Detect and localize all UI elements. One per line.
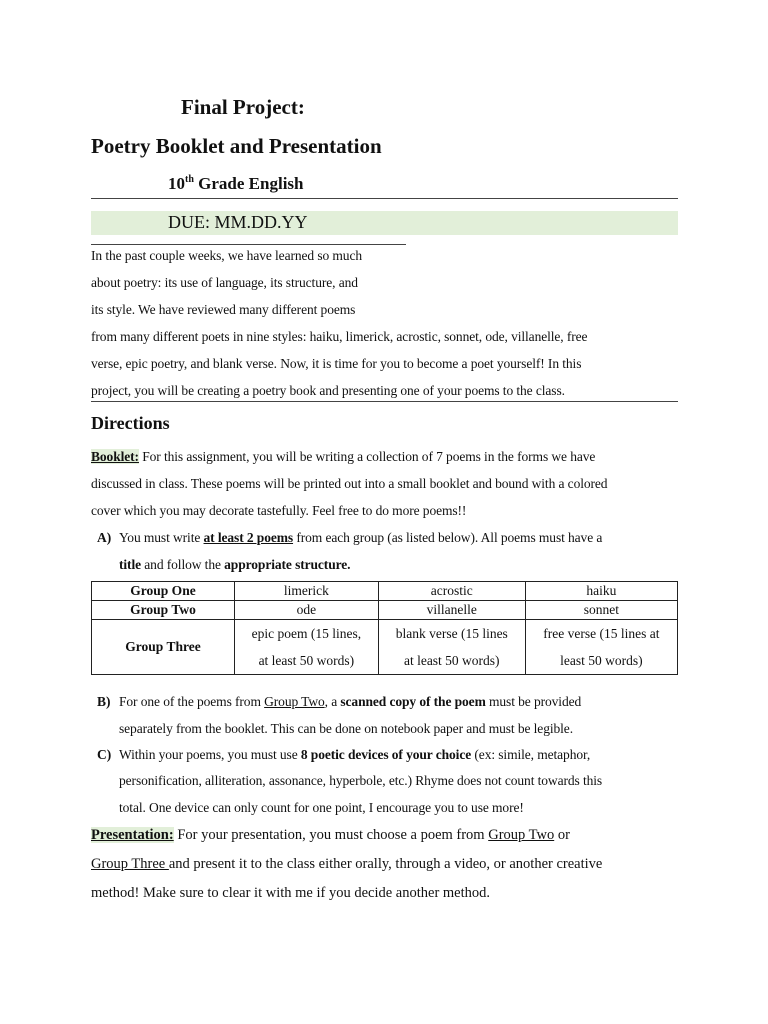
table-cell xyxy=(525,620,677,675)
cell-line: at least 50 words) xyxy=(403,653,500,668)
group-name: Group Two xyxy=(92,601,235,620)
item-c-text: (ex: simile, metaphor, xyxy=(471,747,591,762)
item-b-emphasis: scanned copy of the poem xyxy=(340,694,486,709)
item-a-letter: A) xyxy=(97,530,112,545)
item-c-text: Within your poems, you must use xyxy=(119,747,301,762)
item-a-emphasis: at least 2 poems xyxy=(203,530,294,545)
poem-groups-table xyxy=(91,581,678,675)
grade-number: 10 xyxy=(168,174,185,193)
intro-line: verse, epic poetry, and blank verse. Now, it is time for you to become a poet yourself! In this xyxy=(91,356,582,371)
table-cell: sonnet xyxy=(525,601,677,620)
item-a-text: from each group (as listed below). All poems must have a xyxy=(293,530,603,545)
presentation-emphasis: Group Two xyxy=(488,827,555,843)
intro-line: about poetry: its use of language, its structure, and xyxy=(91,275,358,290)
presentation-label: Presentation: xyxy=(91,827,174,843)
item-c-emphasis: 8 poetic devices of your choice xyxy=(300,747,472,762)
table-row xyxy=(92,582,678,601)
cell-line: least 50 words) xyxy=(560,653,643,668)
table-cell: haiku xyxy=(525,582,677,601)
group-name: Group Three xyxy=(92,620,235,675)
item-c-line-1 xyxy=(119,747,590,763)
item-a-text: You must write xyxy=(119,530,204,545)
intro-line: its style. We have reviewed many different poems xyxy=(91,302,356,317)
item-b-letter: B) xyxy=(97,694,111,709)
header-rule xyxy=(91,198,678,199)
table-cell: limerick xyxy=(235,582,379,601)
item-b-text: must be provided xyxy=(485,694,582,709)
presentation-line-1 xyxy=(91,827,570,844)
table-cell xyxy=(235,620,379,675)
presentation-emphasis: Group Three xyxy=(91,856,169,872)
table-row xyxy=(92,601,678,620)
grade-superscript: th xyxy=(185,174,194,185)
intro-line: from many different poets in nine styles: haiku, limerick, acrostic, sonnet, ode, villanelle, free xyxy=(91,329,588,344)
intro-rule xyxy=(91,244,406,245)
directions-heading: Directions xyxy=(91,413,170,433)
item-c-line-3: total. One device can only count for one point, I encourage you to use more! xyxy=(119,800,524,815)
table-cell xyxy=(378,620,525,675)
booklet-text: For this assignment, you will be writing a collection of 7 poems in the forms we have xyxy=(138,449,596,464)
item-a-emphasis: title xyxy=(119,557,141,572)
item-a-emphasis: appropriate structure. xyxy=(224,557,351,572)
intro-bottom-rule xyxy=(91,401,678,402)
booklet-line-1 xyxy=(91,449,595,465)
presentation-text: For your presentation, you must choose a poem from xyxy=(173,827,489,843)
item-b-line-1 xyxy=(119,694,581,710)
booklet-label: Booklet: xyxy=(91,449,139,464)
presentation-text: and present it to the class either orally, through a video, or another creative xyxy=(168,856,603,872)
table-cell: villanelle xyxy=(378,601,525,620)
booklet-line-2: discussed in class. These poems will be printed out into a small booklet and bound with a colored xyxy=(91,476,608,491)
item-a-line-2 xyxy=(119,557,350,573)
item-a-text: and follow the xyxy=(141,557,225,572)
table-cell: acrostic xyxy=(378,582,525,601)
grade-text: Grade English xyxy=(193,174,304,193)
item-b-line-2: separately from the booklet. This can be done on notebook paper and must be legible. xyxy=(119,721,573,736)
booklet-line-3: cover which you may decorate tastefully. Feel free to do more poems!! xyxy=(91,503,467,518)
item-c-line-2: personification, alliteration, assonance, hyperbole, etc.) Rhyme does not count towards this xyxy=(119,773,603,788)
table-row xyxy=(92,620,678,675)
due-date: DUE: MM.DD.YY xyxy=(168,212,308,232)
cell-line: blank verse (15 lines xyxy=(395,626,508,641)
group-name: Group One xyxy=(92,582,235,601)
presentation-line-3: method! Make sure to clear it with me if you decide another method. xyxy=(91,885,491,901)
grade-heading xyxy=(168,174,304,194)
table-cell: ode xyxy=(235,601,379,620)
cell-line: at least 50 words) xyxy=(258,653,355,668)
cell-line: epic poem (15 lines, xyxy=(251,626,362,641)
item-b-text: , a xyxy=(324,694,341,709)
presentation-line-2 xyxy=(91,856,602,873)
cell-line: free verse (15 lines at xyxy=(543,626,660,641)
intro-line: In the past couple weeks, we have learned so much xyxy=(91,248,363,263)
intro-line: project, you will be creating a poetry book and presenting one of your poems to the class. xyxy=(91,383,565,398)
item-b-emphasis: Group Two xyxy=(264,694,325,709)
item-c-letter: C) xyxy=(97,747,112,762)
presentation-text: or xyxy=(554,827,570,843)
title-line-2: Poetry Booklet and Presentation xyxy=(91,134,382,158)
item-a-line-1 xyxy=(119,530,602,546)
item-b-text: For one of the poems from xyxy=(119,694,265,709)
title-line-1: Final Project: xyxy=(181,95,305,119)
